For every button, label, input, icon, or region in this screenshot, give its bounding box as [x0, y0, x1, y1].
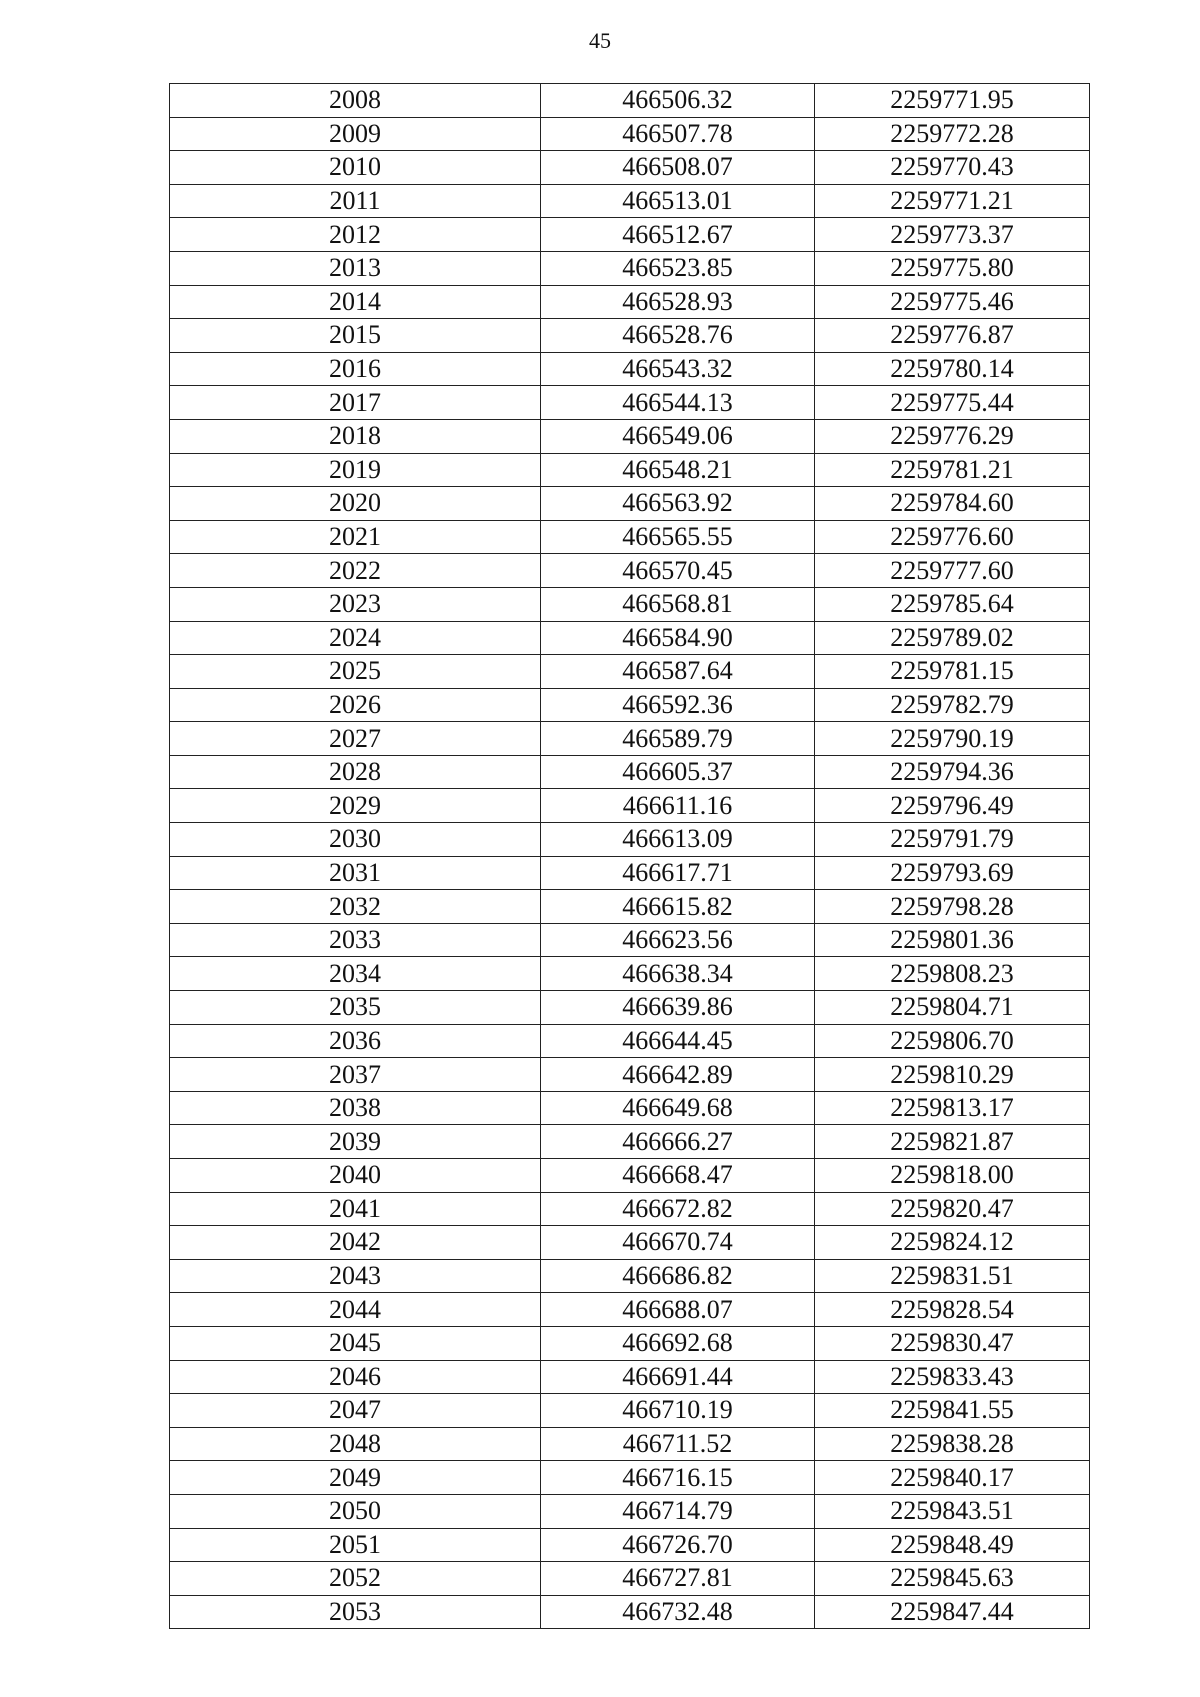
point-number-cell: 2019 [170, 453, 541, 487]
y-coordinate-cell: 2259810.29 [815, 1058, 1090, 1092]
point-number-cell: 2034 [170, 957, 541, 991]
x-coordinate-cell: 466528.93 [541, 285, 815, 319]
table-row [170, 487, 1090, 521]
x-coordinate-cell: 466508.07 [541, 151, 815, 185]
point-number-cell: 2026 [170, 688, 541, 722]
y-coordinate-cell: 2259843.51 [815, 1494, 1090, 1528]
table-row [170, 1427, 1090, 1461]
y-coordinate-cell: 2259838.28 [815, 1427, 1090, 1461]
table-row [170, 419, 1090, 453]
point-number-cell: 2023 [170, 587, 541, 621]
point-number-cell: 2047 [170, 1394, 541, 1428]
point-number-cell: 2024 [170, 621, 541, 655]
y-coordinate-cell: 2259818.00 [815, 1159, 1090, 1193]
table-row [170, 151, 1090, 185]
point-number-cell: 2038 [170, 1091, 541, 1125]
table-row [170, 1394, 1090, 1428]
point-number-cell: 2022 [170, 554, 541, 588]
table-row [170, 856, 1090, 890]
table-row [170, 1461, 1090, 1495]
x-coordinate-cell: 466615.82 [541, 890, 815, 924]
point-number-cell: 2020 [170, 487, 541, 521]
table-row [170, 1494, 1090, 1528]
x-coordinate-cell: 466587.64 [541, 655, 815, 689]
y-coordinate-cell: 2259828.54 [815, 1293, 1090, 1327]
table-row [170, 621, 1090, 655]
table-row [170, 117, 1090, 151]
table-row [170, 722, 1090, 756]
table-row [170, 1159, 1090, 1193]
point-number-cell: 2048 [170, 1427, 541, 1461]
y-coordinate-cell: 2259831.51 [815, 1259, 1090, 1293]
point-number-cell: 2033 [170, 923, 541, 957]
x-coordinate-cell: 466523.85 [541, 251, 815, 285]
point-number-cell: 2013 [170, 251, 541, 285]
table-row [170, 1226, 1090, 1260]
x-coordinate-cell: 466512.67 [541, 218, 815, 252]
table-row [170, 587, 1090, 621]
y-coordinate-cell: 2259798.28 [815, 890, 1090, 924]
point-number-cell: 2014 [170, 285, 541, 319]
point-number-cell: 2044 [170, 1293, 541, 1327]
point-number-cell: 2045 [170, 1326, 541, 1360]
x-coordinate-cell: 466691.44 [541, 1360, 815, 1394]
table-row [170, 352, 1090, 386]
table-row [170, 1125, 1090, 1159]
x-coordinate-cell: 466565.55 [541, 520, 815, 554]
y-coordinate-cell: 2259813.17 [815, 1091, 1090, 1125]
x-coordinate-cell: 466549.06 [541, 419, 815, 453]
table-row [170, 453, 1090, 487]
x-coordinate-cell: 466727.81 [541, 1562, 815, 1596]
table-row [170, 1259, 1090, 1293]
point-number-cell: 2036 [170, 1024, 541, 1058]
y-coordinate-cell: 2259848.49 [815, 1528, 1090, 1562]
table-row [170, 184, 1090, 218]
table-row [170, 554, 1090, 588]
y-coordinate-cell: 2259794.36 [815, 755, 1090, 789]
x-coordinate-cell: 466605.37 [541, 755, 815, 789]
table-row [170, 755, 1090, 789]
y-coordinate-cell: 2259789.02 [815, 621, 1090, 655]
y-coordinate-cell: 2259776.29 [815, 419, 1090, 453]
x-coordinate-cell: 466548.21 [541, 453, 815, 487]
point-number-cell: 2016 [170, 352, 541, 386]
table-row [170, 890, 1090, 924]
table-row [170, 251, 1090, 285]
point-number-cell: 2052 [170, 1562, 541, 1596]
y-coordinate-cell: 2259777.60 [815, 554, 1090, 588]
x-coordinate-cell: 466528.76 [541, 319, 815, 353]
table-row [170, 1024, 1090, 1058]
y-coordinate-cell: 2259771.21 [815, 184, 1090, 218]
x-coordinate-cell: 466613.09 [541, 823, 815, 857]
table-row [170, 789, 1090, 823]
table-row [170, 1091, 1090, 1125]
y-coordinate-cell: 2259775.44 [815, 386, 1090, 420]
x-coordinate-cell: 466692.68 [541, 1326, 815, 1360]
x-coordinate-cell: 466711.52 [541, 1427, 815, 1461]
x-coordinate-cell: 466543.32 [541, 352, 815, 386]
y-coordinate-cell: 2259804.71 [815, 991, 1090, 1025]
coordinates-table [169, 83, 1090, 1629]
point-number-cell: 2032 [170, 890, 541, 924]
x-coordinate-cell: 466638.34 [541, 957, 815, 991]
x-coordinate-cell: 466672.82 [541, 1192, 815, 1226]
x-coordinate-cell: 466666.27 [541, 1125, 815, 1159]
y-coordinate-cell: 2259771.95 [815, 84, 1090, 118]
table-row [170, 1595, 1090, 1629]
x-coordinate-cell: 466570.45 [541, 554, 815, 588]
point-number-cell: 2015 [170, 319, 541, 353]
point-number-cell: 2011 [170, 184, 541, 218]
y-coordinate-cell: 2259821.87 [815, 1125, 1090, 1159]
y-coordinate-cell: 2259775.80 [815, 251, 1090, 285]
y-coordinate-cell: 2259793.69 [815, 856, 1090, 890]
table-row [170, 1528, 1090, 1562]
x-coordinate-cell: 466726.70 [541, 1528, 815, 1562]
table-row [170, 84, 1090, 118]
y-coordinate-cell: 2259775.46 [815, 285, 1090, 319]
table-row [170, 319, 1090, 353]
y-coordinate-cell: 2259808.23 [815, 957, 1090, 991]
point-number-cell: 2042 [170, 1226, 541, 1260]
y-coordinate-cell: 2259790.19 [815, 722, 1090, 756]
point-number-cell: 2049 [170, 1461, 541, 1495]
x-coordinate-cell: 466644.45 [541, 1024, 815, 1058]
table-row [170, 1192, 1090, 1226]
point-number-cell: 2030 [170, 823, 541, 857]
x-coordinate-cell: 466568.81 [541, 587, 815, 621]
point-number-cell: 2017 [170, 386, 541, 420]
y-coordinate-cell: 2259841.55 [815, 1394, 1090, 1428]
point-number-cell: 2010 [170, 151, 541, 185]
y-coordinate-cell: 2259780.14 [815, 352, 1090, 386]
point-number-cell: 2041 [170, 1192, 541, 1226]
y-coordinate-cell: 2259801.36 [815, 923, 1090, 957]
x-coordinate-cell: 466617.71 [541, 856, 815, 890]
x-coordinate-cell: 466592.36 [541, 688, 815, 722]
x-coordinate-cell: 466589.79 [541, 722, 815, 756]
point-number-cell: 2040 [170, 1159, 541, 1193]
point-number-cell: 2029 [170, 789, 541, 823]
y-coordinate-cell: 2259830.47 [815, 1326, 1090, 1360]
table-row [170, 386, 1090, 420]
y-coordinate-cell: 2259820.47 [815, 1192, 1090, 1226]
x-coordinate-cell: 466584.90 [541, 621, 815, 655]
point-number-cell: 2012 [170, 218, 541, 252]
table-row [170, 1058, 1090, 1092]
table-row [170, 823, 1090, 857]
page-number: 45 [589, 28, 611, 53]
table-row [170, 1326, 1090, 1360]
x-coordinate-cell: 466563.92 [541, 487, 815, 521]
point-number-cell: 2035 [170, 991, 541, 1025]
y-coordinate-cell: 2259782.79 [815, 688, 1090, 722]
table-row [170, 1293, 1090, 1327]
y-coordinate-cell: 2259806.70 [815, 1024, 1090, 1058]
y-coordinate-cell: 2259847.44 [815, 1595, 1090, 1629]
x-coordinate-cell: 466649.68 [541, 1091, 815, 1125]
point-number-cell: 2050 [170, 1494, 541, 1528]
point-number-cell: 2028 [170, 755, 541, 789]
x-coordinate-cell: 466686.82 [541, 1259, 815, 1293]
y-coordinate-cell: 2259845.63 [815, 1562, 1090, 1596]
table-row [170, 991, 1090, 1025]
table-row [170, 957, 1090, 991]
y-coordinate-cell: 2259785.64 [815, 587, 1090, 621]
x-coordinate-cell: 466668.47 [541, 1159, 815, 1193]
point-number-cell: 2053 [170, 1595, 541, 1629]
x-coordinate-cell: 466506.32 [541, 84, 815, 118]
y-coordinate-cell: 2259796.49 [815, 789, 1090, 823]
x-coordinate-cell: 466513.01 [541, 184, 815, 218]
x-coordinate-cell: 466670.74 [541, 1226, 815, 1260]
point-number-cell: 2008 [170, 84, 541, 118]
table-row [170, 655, 1090, 689]
x-coordinate-cell: 466710.19 [541, 1394, 815, 1428]
y-coordinate-cell: 2259776.60 [815, 520, 1090, 554]
table-row [170, 923, 1090, 957]
y-coordinate-cell: 2259833.43 [815, 1360, 1090, 1394]
point-number-cell: 2025 [170, 655, 541, 689]
y-coordinate-cell: 2259772.28 [815, 117, 1090, 151]
point-number-cell: 2009 [170, 117, 541, 151]
point-number-cell: 2037 [170, 1058, 541, 1092]
x-coordinate-cell: 466688.07 [541, 1293, 815, 1327]
x-coordinate-cell: 466544.13 [541, 386, 815, 420]
point-number-cell: 2021 [170, 520, 541, 554]
table-row [170, 688, 1090, 722]
table-row [170, 520, 1090, 554]
coordinates-table-body [170, 84, 1090, 1629]
y-coordinate-cell: 2259776.87 [815, 319, 1090, 353]
table-row [170, 1360, 1090, 1394]
point-number-cell: 2043 [170, 1259, 541, 1293]
y-coordinate-cell: 2259773.37 [815, 218, 1090, 252]
table-row [170, 1562, 1090, 1596]
x-coordinate-cell: 466639.86 [541, 991, 815, 1025]
x-coordinate-cell: 466732.48 [541, 1595, 815, 1629]
x-coordinate-cell: 466623.56 [541, 923, 815, 957]
point-number-cell: 2039 [170, 1125, 541, 1159]
y-coordinate-cell: 2259770.43 [815, 151, 1090, 185]
point-number-cell: 2018 [170, 419, 541, 453]
table-row [170, 218, 1090, 252]
y-coordinate-cell: 2259791.79 [815, 823, 1090, 857]
x-coordinate-cell: 466642.89 [541, 1058, 815, 1092]
point-number-cell: 2046 [170, 1360, 541, 1394]
x-coordinate-cell: 466611.16 [541, 789, 815, 823]
y-coordinate-cell: 2259781.21 [815, 453, 1090, 487]
y-coordinate-cell: 2259840.17 [815, 1461, 1090, 1495]
table-row [170, 285, 1090, 319]
point-number-cell: 2031 [170, 856, 541, 890]
x-coordinate-cell: 466716.15 [541, 1461, 815, 1495]
x-coordinate-cell: 466507.78 [541, 117, 815, 151]
point-number-cell: 2027 [170, 722, 541, 756]
y-coordinate-cell: 2259781.15 [815, 655, 1090, 689]
x-coordinate-cell: 466714.79 [541, 1494, 815, 1528]
y-coordinate-cell: 2259824.12 [815, 1226, 1090, 1260]
point-number-cell: 2051 [170, 1528, 541, 1562]
y-coordinate-cell: 2259784.60 [815, 487, 1090, 521]
